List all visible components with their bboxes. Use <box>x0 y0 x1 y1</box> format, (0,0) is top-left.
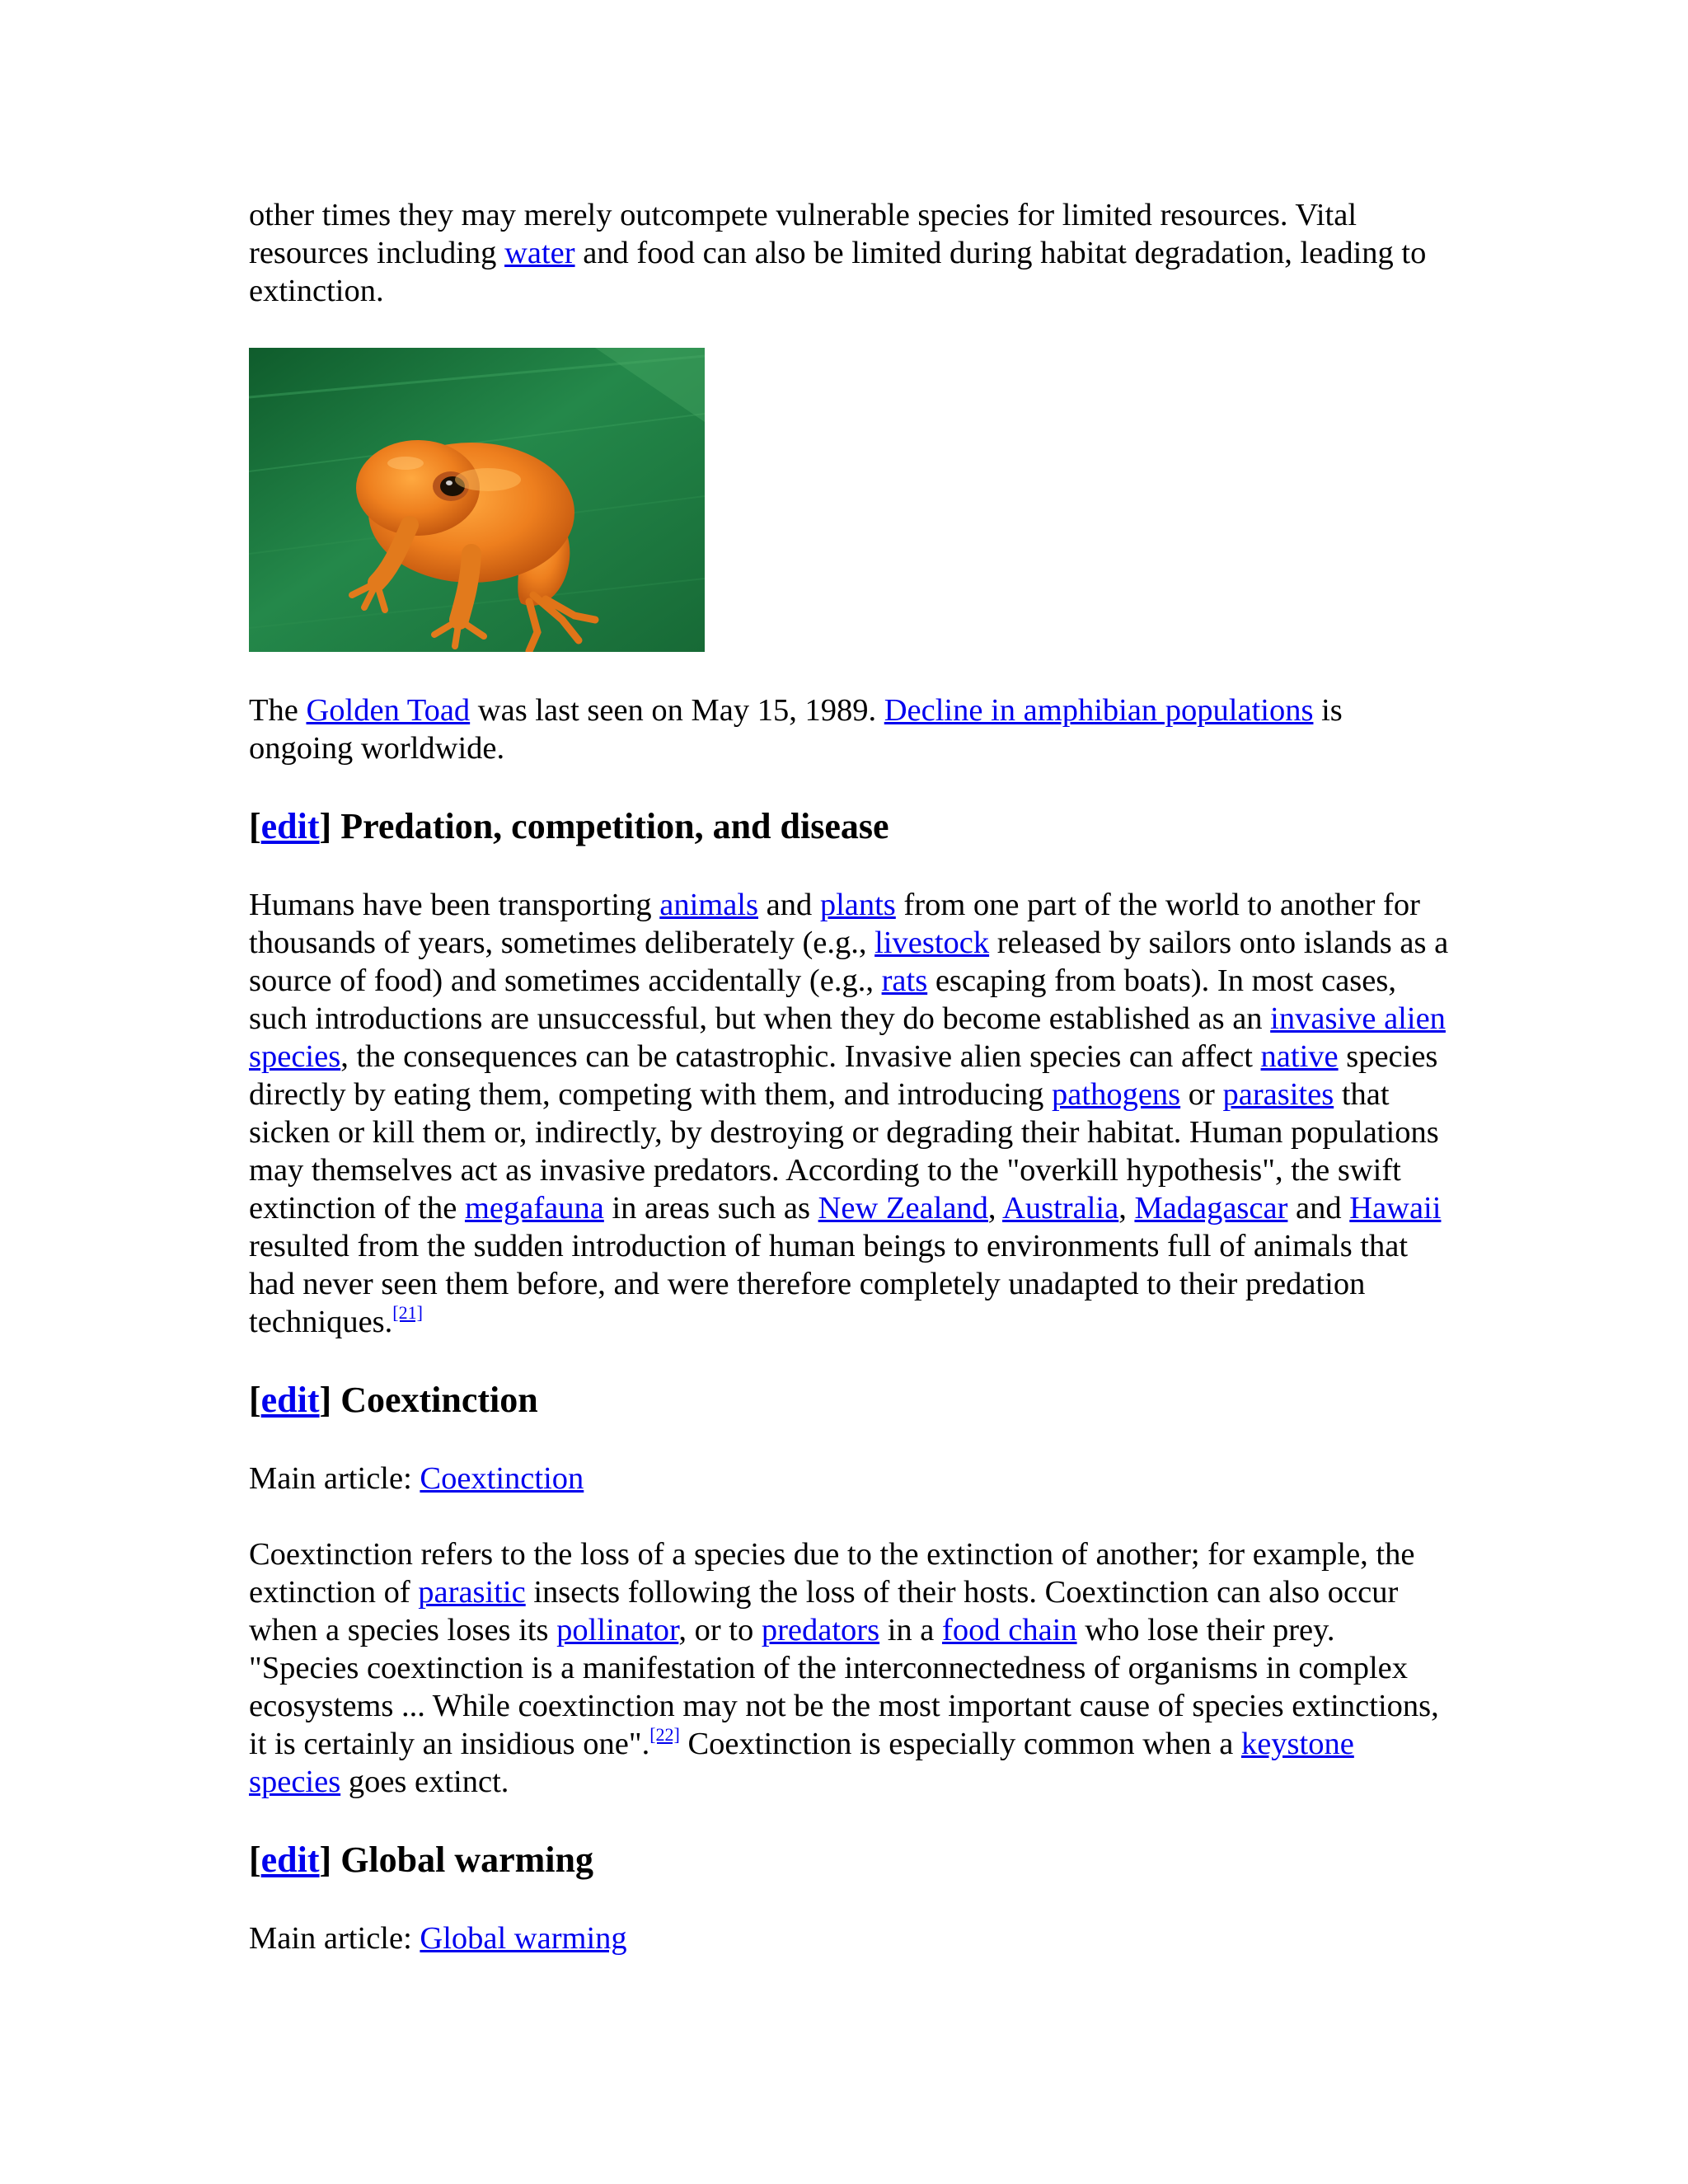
citation-link[interactable]: [21] <box>392 1302 423 1323</box>
para-text: Humans have been transporting <box>249 888 660 922</box>
main-article-label: Main article: <box>249 1921 420 1956</box>
edit-link[interactable]: edit <box>260 1840 320 1880</box>
article-page <box>249 196 1452 1995</box>
citation-link[interactable]: [22] <box>649 1724 680 1745</box>
para-text: species directly by eating them, competing with them, and introducing <box>249 1039 1438 1112</box>
link-pathogens[interactable]: pathogens <box>1052 1077 1181 1112</box>
caption-text: was last seen on May 15, 1989. <box>470 693 884 728</box>
main-article-label: Main article: <box>249 1461 420 1496</box>
para-text: , <box>1118 1191 1135 1226</box>
para-text: , or to <box>678 1613 762 1647</box>
para-text: and <box>757 888 820 922</box>
para-text: Coextinction refers to the loss of a species due to the extinction of another; for example, the extinction of <box>249 1537 1415 1610</box>
para-text: , the consequences can be catastrophic. Invasive alien species can affect <box>340 1039 1261 1074</box>
para-text: resulted from the sudden introduction of human beings to environments full of animals that had never seen them before, and were therefore completely unadapted to their predation techniques. <box>249 1229 1409 1339</box>
para-text: in areas such as <box>603 1191 818 1226</box>
link-animals[interactable]: animals <box>659 888 758 922</box>
para-text: or <box>1180 1077 1223 1112</box>
intro-paragraph <box>249 196 1452 310</box>
citation-22 <box>649 1724 680 1745</box>
link-megafauna[interactable]: megafauna <box>464 1191 604 1226</box>
para-text: released by sailors onto islands as a source of food) and sometimes accidentally (e.g., <box>249 926 1449 998</box>
intro-text: and food can also be limited during habitat degradation, leading to extinction. <box>249 236 1427 308</box>
link-food-chain[interactable]: food chain <box>942 1613 1077 1647</box>
link-amphibian-decline[interactable]: Decline in amphibian populations <box>884 693 1314 728</box>
golden-toad-photo <box>249 348 705 652</box>
intro-text: other times they may merely outcompete vulnerable species for limited resources. Vital resources including <box>249 198 1357 270</box>
link-madagascar[interactable]: Madagascar <box>1134 1191 1288 1226</box>
heading-text: Global warming <box>340 1840 593 1880</box>
link-predators[interactable]: predators <box>761 1613 880 1647</box>
main-article-note <box>249 1460 1452 1497</box>
link-plants[interactable]: plants <box>819 888 896 922</box>
para-text: goes extinct. <box>340 1765 509 1799</box>
link-parasites[interactable]: parasites <box>1222 1077 1334 1112</box>
heading-text: Predation, competition, and disease <box>340 806 889 846</box>
edit-link[interactable]: edit <box>260 1380 320 1420</box>
para-text: escaping from boats). In most cases, such introductions are unsuccessful, but when they do become established as an <box>249 963 1396 1036</box>
para-text: , <box>987 1191 1003 1226</box>
para-text: and <box>1287 1191 1350 1226</box>
para-text: who lose their prey. "Species coextinction is a manifestation of the interconnectedness of organisms in complex ecosystems ... While coextinction may not be the most important cause of species extinctions, it is certainly an insidious one". <box>249 1613 1439 1761</box>
link-livestock[interactable]: livestock <box>874 926 990 960</box>
link-keystone-species[interactable]: keystone species <box>249 1727 1354 1799</box>
link-invasive-alien-species[interactable]: invasive alien species <box>249 1001 1446 1074</box>
caption-text: The <box>249 693 307 728</box>
link-native[interactable]: native <box>1260 1039 1339 1074</box>
link-hawaii[interactable]: Hawaii <box>1349 1191 1442 1226</box>
link-australia[interactable]: Australia <box>1002 1191 1119 1226</box>
link-new-zealand[interactable]: New Zealand <box>818 1191 988 1226</box>
edit-link[interactable]: edit <box>260 806 320 846</box>
link-pollinator[interactable]: pollinator <box>556 1613 679 1647</box>
para-text: Coextinction is especially common when a <box>679 1727 1241 1761</box>
golden-toad-image <box>249 348 705 652</box>
citation-21 <box>392 1302 423 1323</box>
coextinction-paragraph <box>249 1535 1452 1801</box>
image-caption <box>249 691 1452 767</box>
caption-text: is ongoing worldwide. <box>249 693 1343 766</box>
link-rats[interactable]: rats <box>881 963 928 998</box>
para-text: that sicken or kill them or, indirectly, by destroying or degrading their habitat. Human populations may themselves act as invasive predators. According to the "overkill hypothesis", the swift extinction of the <box>249 1077 1439 1226</box>
link-water[interactable]: water <box>504 236 575 270</box>
para-text: from one part of the world to another for thousands of years, sometimes deliberately (e.g., <box>249 888 1420 960</box>
heading-coextinction: [edit] Coextinction <box>249 1380 538 1420</box>
link-parasitic[interactable]: parasitic <box>418 1575 526 1610</box>
link-coextinction[interactable]: Coextinction <box>420 1461 584 1496</box>
link-golden-toad[interactable]: Golden Toad <box>306 693 471 728</box>
para-text: insects following the loss of their hosts. Coextinction can also occur when a species loses its <box>249 1575 1399 1647</box>
main-article-note <box>249 1919 1452 1957</box>
heading-predation: [edit] Predation, competition, and disease <box>249 806 889 846</box>
predation-paragraph <box>249 886 1452 1341</box>
link-global-warming[interactable]: Global warming <box>420 1921 627 1956</box>
heading-global-warming: [edit] Global warming <box>249 1840 593 1880</box>
para-text: in a <box>879 1613 943 1647</box>
heading-text: Coextinction <box>340 1380 538 1420</box>
